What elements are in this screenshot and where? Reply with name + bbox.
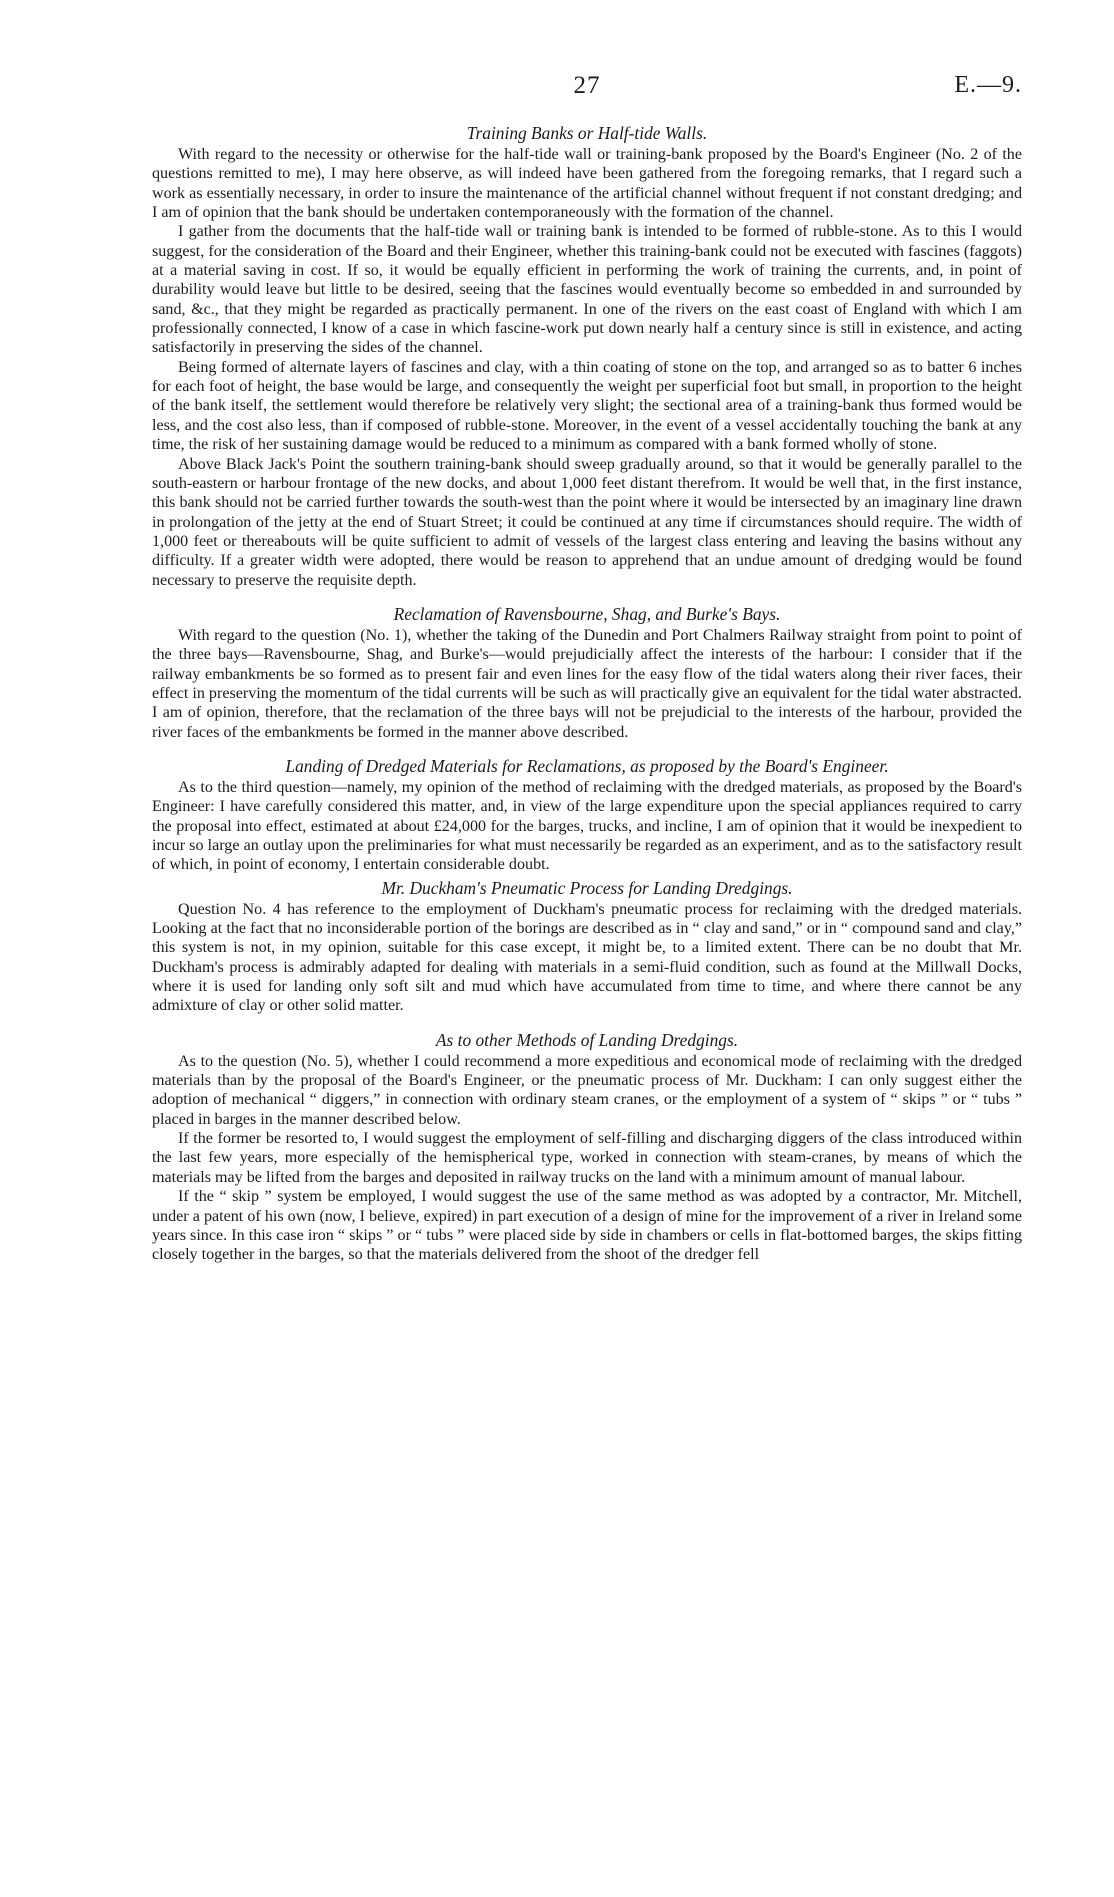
paragraph: As to the question (No. 5), whether I could recommend a more expeditious and economical mode of reclaiming with the dredged materials than by the proposal of the Board's Engineer, or the pneumatic process of Mr. Duckham: I can only suggest either the adoption of mechanical “ diggers,” in connection with ordinary steam cranes, or the employment of a system of “ skips ” or “ tubs ” placed in barges in the manner described below. — [152, 1052, 1022, 1128]
section-training-banks — [152, 122, 1022, 590]
section-heading: Mr. Duckham's Pneumatic Process for Landing Dredgings. — [381, 877, 793, 898]
section-heading: Training Banks or Half-tide Walls. — [466, 123, 708, 143]
section-heading: Reclamation of Ravensbourne, Shag, and Burke's Bays. — [393, 603, 781, 624]
paragraph: Being formed of alternate layers of fascines and clay, with a thin coating of stone on the top, and arranged so as to batter 6 inches for each foot of height, the base would be large, and consequently the weight per superficial foot but small, in proportion to the height of the bank itself, the settlement would therefore be relatively very slight; the sectional area of a training-bank thus formed would be less, and the cost also less, than if composed of rubble-stone. Moreover, in the event of a vessel accidentally touching the bank at any time, the risk of her sustaining damage would be reduced to a minimum as compared with a bank formed wholly of stone. — [152, 358, 1022, 454]
section-heading: As to other Methods of Landing Dredgings. — [435, 1029, 739, 1050]
section-reclamation-bays — [152, 603, 1022, 742]
paragraph: As to the third question—namely, my opinion of the method of reclaiming with the dredged materials, as proposed by the Board's Engineer: I have carefully considered this matter, and, in view of the large expenditure upon the special appliances required to carry the proposal into effect, estimated at about £24,000 for the barges, trucks, and incline, I am of opinion that it would be inexpedient to incur so large an outlay upon the preliminaries for what must necessarily be regarded as an experiment, and as to the satisfactory result of which, in point of economy, I entertain considerable doubt. — [152, 778, 1022, 874]
section-landing-dredged-materials — [152, 755, 1022, 875]
series-code: E.—9. — [954, 72, 1022, 98]
page-number: 27 — [573, 72, 601, 99]
paragraph: Above Black Jack's Point the southern training-bank should sweep gradually around, so that it would be generally parallel to the south-eastern or harbour frontage of the new docks, and about 1,000 feet distant therefrom. It would be well that, in the first instance, this bank should not be carried further towards the south-west than the point where it would be intersected by an imaginary line drawn in prolongation of the jetty at the end of Stuart Street; it could be continued at any time if circumstances should require. The width of 1,000 feet or thereabouts will be quite sufficient to admit of vessels of the largest class entering and leaving the basins without any difficulty. If a greater width were adopted, there would be reason to apprehend that an undue amount of dredging would be found necessary to preserve the requisite depth. — [152, 455, 1022, 589]
paragraph: If the “ skip ” system be employed, I would suggest the use of the same method as was adopted by a contractor, Mr. Mitchell, under a patent of his own (now, I believe, expired) in part execution of a design of mine for the improvement of a river in Ireland some years since. In this case iron “ skips ” or “ tubs ” were placed side by side in chambers or cells in flat-bottomed barges, the skips fitting closely together in the barges, so that the materials delivered from the shoot of the dredger fell — [152, 1188, 1022, 1264]
section-other-methods — [152, 1029, 1022, 1265]
section-pneumatic-process — [152, 877, 1022, 1016]
paragraph: With regard to the necessity or otherwise for the half-tide wall or training-bank proposed by the Board's Engineer (No. 2 of the questions remitted to me), I may here observe, as will indeed have been gathered from the foregoing remarks, that I regard such a work as essentially necessary, in order to insure the maintenance of the artificial channel without frequent if not constant dredging; and I am of opinion that the bank should be undertaken contemporaneously with the formation of the channel. — [152, 146, 1022, 222]
paragraph: I gather from the documents that the half-tide wall or training bank is intended to be formed of rubble-stone. As to this I would suggest, for the consideration of the Board and their Engineer, whether this training-bank could not be executed with fascines (faggots) at a material saving in cost. If so, it would be equally efficient in performing the work of training the currents, and, in point of durability would leave but little to be desired, seeing that the fascines would eventually become so embedded in and surrounded by sand, &c., that they might be regarded as practically permanent. In one of the rivers on the east coast of England with which I am professionally connected, I know of a case in which fascine-work put down nearly half a century since is still in existence, and acting satisfactorily in preserving the sides of the channel. — [152, 223, 1022, 357]
page-header — [152, 72, 1022, 112]
paragraph: With regard to the question (No. 1), whether the taking of the Dunedin and Port Chalmers Railway straight from point to point of the three bays—Ravensbourne, Shag, and Burke's—would prejudicially affect the interests of the harbour: I consider that if the railway embankments be so formed as to present fair and even lines for the easy flow of the tidal waters along their river faces, their effect in preserving the momentum of the tidal currents will be such as will practically give an equivalent for the tidal water abstracted. I am of opinion, therefore, that the reclamation of the three bays will not be prejudicial to the interests of the harbour, provided the river faces of the embankments be formed in the manner above described. — [152, 626, 1022, 741]
paragraph: If the former be resorted to, I would suggest the employment of self-filling and discharging diggers of the class introduced within the last few years, more especially of the hemispherical type, worked in connection with steam-cranes, by means of which the materials may be lifted from the barges and deposited in railway trucks on the land with a minimum amount of manual labour. — [152, 1130, 1022, 1186]
section-heading: Landing of Dredged Materials for Reclamations, as proposed by the Board's Engineer. — [285, 755, 889, 776]
paragraph: Question No. 4 has reference to the employment of Duckham's pneumatic process for reclaiming with the dredged materials. Looking at the fact that no inconsiderable portion of the borings are described as in “ clay and sand,” or in “ compound sand and clay,” this system is not, in my opinion, suitable for this case except, it might be, to a limited extent. There can be no doubt that Mr. Duckham's process is admirably adapted for dealing with materials in a semi-fluid condition, such as found at the Millwall Docks, where it is used for landing only soft silt and mud which have accumulated from time to time, and where there cannot be any admixture of clay or other solid matter. — [152, 900, 1022, 1015]
